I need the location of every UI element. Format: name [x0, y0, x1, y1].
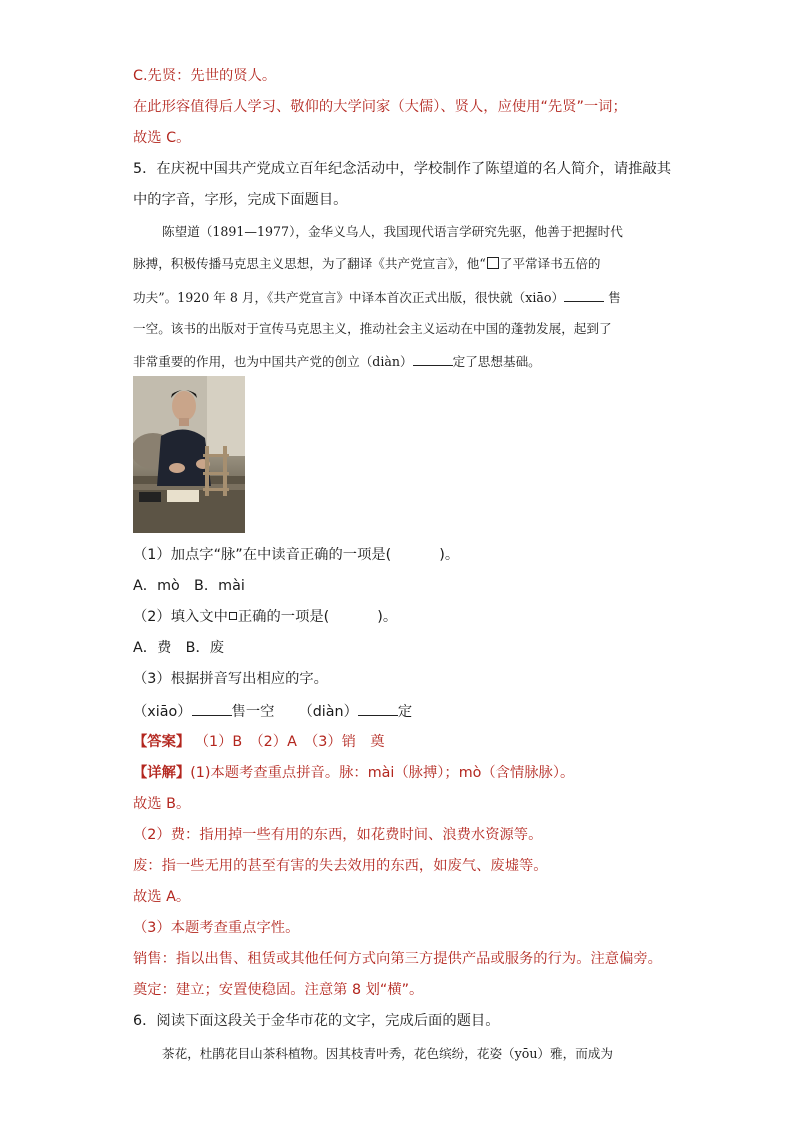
passage-line-3-a: 功夫”。1920 年 8 月，《共产党宣言》中译本首次正式出版，很快就（xiāo）	[133, 290, 565, 305]
passage-line-5-b: 定了思想基础。	[452, 354, 541, 369]
fill-xiao-label: （xiāo）	[133, 704, 192, 720]
fill-xiao-text: 售一空	[231, 704, 275, 720]
passage-line-3	[133, 287, 621, 308]
wax-figure-image	[133, 376, 245, 533]
fill-blank-1[interactable]	[192, 701, 232, 716]
sub-question-3-fill	[133, 701, 412, 722]
detail-xiaoshou: 销售：指以出售、租赁或其他任何方式向第三方提供产品或服务的行为。注意偏旁。	[133, 951, 662, 967]
question-5-stem-cont: 中的字音，字形，完成下面题目。	[133, 192, 348, 208]
sub-question-1-options: A．mò B．mài	[133, 578, 245, 594]
detail-body: (1)本题考查重点拼音。脉：mài（脉搏）；mò（含情脉脉）。	[190, 765, 575, 781]
detail-line	[133, 763, 574, 783]
passage-6-line-1: 茶花，杜鹃花目山茶科植物。因其枝青叶秀，花色缤纷，花姿（yōu）雅，而成为	[162, 1046, 613, 1061]
sub-question-3: （3）根据拼音写出相应的字。	[133, 671, 328, 687]
small-box-icon	[229, 612, 237, 620]
answer-body: （1）B （2）A （3）销 奠	[194, 734, 385, 750]
sub-question-2-c: )。	[377, 609, 398, 625]
fill-dian-text: 定	[397, 704, 413, 720]
passage-line-5-a: 非常重要的作用，也为中国共产党的创立（diàn）	[133, 354, 413, 369]
answer-line-c: C.先贤：先世的贤人。	[133, 68, 277, 84]
sub-question-2-a: （2）填入文中	[133, 609, 228, 625]
chen-wangdao-photo	[133, 376, 245, 533]
sub-question-1-b: )。	[439, 547, 460, 563]
detail-part-3: （3）本题考查重点字性。	[133, 920, 300, 936]
passage-line-2-b: 了平常译书五倍的	[499, 256, 601, 271]
question-6-stem: 6．阅读下面这段关于金华市花的文字，完成后面的题目。	[133, 1013, 500, 1029]
detail-label: 【详解】	[133, 765, 191, 781]
fill-blank-2[interactable]	[358, 701, 398, 716]
blank-box	[487, 257, 499, 269]
sub-question-2-b: 正确的一项是(	[237, 609, 330, 625]
choose-c-line: 故选 C。	[133, 130, 191, 146]
sub-question-1-a: （1）加点字“脉”在中读音正确的一项是(	[133, 547, 392, 563]
detail-fei: （2）费：指用掉一些有用的东西，如花费时间、浪费水资源等。	[133, 827, 543, 843]
passage-line-2-a: 脉搏，积极传播马克思主义思想，为了翻译《共产党宣言》，他“	[133, 256, 486, 271]
sub-question-2-options: A．费 B．废	[133, 640, 225, 656]
answer-label: 【答案】	[133, 734, 191, 750]
passage-line-1: 陈望道（1891—1977），金华义乌人，我国现代语言学研究先驱，他善于把握时代	[162, 224, 623, 239]
passage-line-5	[133, 351, 541, 372]
detail-dianding: 奠定：建立；安置使稳固。注意第 8 划“横”。	[133, 982, 424, 998]
passage-line-4: 一空。该书的出版对于宣传马克思主义，推动社会主义运动在中国的蓬勃发展，起到了	[133, 321, 612, 336]
fill-blank-xiao[interactable]	[564, 287, 604, 302]
sub-question-1	[133, 545, 459, 565]
detail-fei-2: 废：指一些无用的甚至有害的失去效用的东西，如废气、废墟等。	[133, 858, 548, 874]
fill-blank-dian[interactable]	[413, 351, 453, 366]
sub-question-2	[133, 607, 397, 627]
fill-dian-label: （diàn）	[298, 704, 358, 720]
passage-line-3-b: 售	[608, 290, 621, 305]
detail-choose-a: 故选 A。	[133, 889, 191, 905]
explanation-line: 在此形容值得后人学习、敬仰的大学问家（大儒）、贤人，应使用“先贤”一词；	[133, 99, 627, 115]
passage-line-2	[133, 254, 601, 274]
question-5-stem: 5．在庆祝中国共产党成立百年纪念活动中，学校制作了陈望道的名人简介，请推敲其	[133, 161, 672, 177]
detail-choose-b: 故选 B。	[133, 796, 191, 812]
answer-line	[133, 732, 385, 752]
